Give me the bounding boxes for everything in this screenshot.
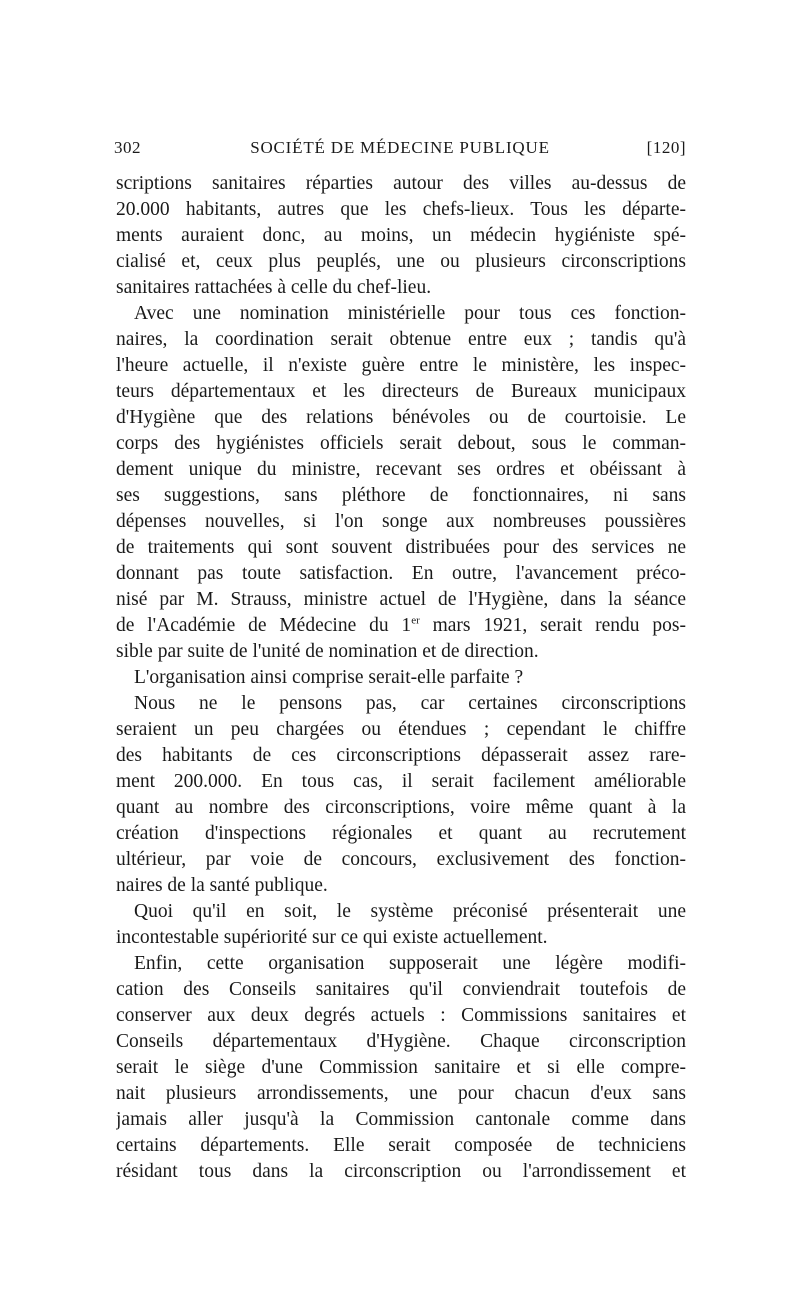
text-line: ultérieur, par voie de concours, exclusivement des fonction- <box>116 849 686 870</box>
text-line: cialisé et, ceux plus peuplés, une ou plusieurs circonscriptions <box>116 251 686 272</box>
text-line: Enfin, cette organisation supposerait une légère modifi- <box>134 953 686 974</box>
text-line <box>116 613 686 639</box>
bracket-reference: [120] <box>646 138 686 157</box>
text-line: naires, la coordination serait obtenue entre eux ; tandis qu'à <box>116 329 686 350</box>
text-line: des habitants de ces circonscriptions dépasserait assez rare- <box>116 745 686 766</box>
text-line: serait le siège d'une Commission sanitaire et si elle compre- <box>116 1057 686 1078</box>
text-line: teurs départementaux et les directeurs de Bureaux municipaux <box>116 381 686 402</box>
page-number: 302 <box>114 138 141 157</box>
text-line: l'heure actuelle, il n'existe guère entre le ministère, les inspec- <box>116 355 686 376</box>
text-line: dépenses nouvelles, si l'on songe aux nombreuses poussières <box>116 511 686 532</box>
text-line: incontestable supériorité sur ce qui existe actuellement. <box>116 927 548 948</box>
text-line: naires de la santé publique. <box>116 875 328 896</box>
text-line: Avec une nomination ministérielle pour tous ces fonction- <box>134 303 686 324</box>
text-line: ment 200.000. En tous cas, il serait facilement améliorable <box>116 771 686 792</box>
running-title: SOCIÉTÉ DE MÉDECINE PUBLIQUE <box>250 138 550 157</box>
superscript: er <box>411 614 420 627</box>
text-segment: mars 1921, serait rendu pos- <box>419 615 686 636</box>
text-line: ses suggestions, sans pléthore de fonctionnaires, ni sans <box>116 485 686 506</box>
text-line: cation des Conseils sanitaires qu'il conviendrait toutefois de <box>116 979 686 1000</box>
text-line: résidant tous dans la circonscription ou l'arrondissement et <box>116 1161 686 1182</box>
text-line: jamais aller jusqu'à la Commission cantonale comme dans <box>116 1109 686 1130</box>
text-line: quant au nombre des circonscriptions, voire même quant à la <box>116 797 686 818</box>
text-line: L'organisation ainsi comprise serait-elle parfaite ? <box>134 667 524 688</box>
text-segment: de l'Académie de Médecine du 1 <box>116 615 412 636</box>
text-line: nait plusieurs arrondissements, une pour chacun d'eux sans <box>116 1083 686 1104</box>
text-line: nisé par M. Strauss, ministre actuel de l'Hygiène, dans la séance <box>116 589 686 610</box>
running-header <box>114 138 686 162</box>
text-line: sible par suite de l'unité de nomination et de direction. <box>116 641 539 662</box>
text-line: Conseils départementaux d'Hygiène. Chaque circonscription <box>116 1031 686 1052</box>
text-line: Quoi qu'il en soit, le système préconisé présenterait une <box>134 901 686 922</box>
text-line: 20.000 habitants, autres que les chefs-lieux. Tous les départe- <box>116 199 686 220</box>
text-line: Nous ne le pensons pas, car certaines circonscriptions <box>134 693 686 714</box>
text-line: corps des hygiénistes officiels serait debout, sous le comman- <box>116 433 686 454</box>
text-line: dement unique du ministre, recevant ses ordres et obéissant à <box>116 459 686 480</box>
text-line: de traitements qui sont souvent distribuées pour des services ne <box>116 537 686 558</box>
text-line: seraient un peu chargées ou étendues ; cependant le chiffre <box>116 719 686 740</box>
text-line: création d'inspections régionales et quant au recrutement <box>116 823 686 844</box>
text-line: d'Hygiène que des relations bénévoles ou de courtoisie. Le <box>116 407 686 428</box>
text-line: certains départements. Elle serait composée de techniciens <box>116 1135 686 1156</box>
text-line: ments auraient donc, au moins, un médecin hygiéniste spé- <box>116 225 686 246</box>
text-line: conserver aux deux degrés actuels : Commissions sanitaires et <box>116 1005 686 1026</box>
text-line: donnant pas toute satisfaction. En outre, l'avancement préco- <box>116 563 686 584</box>
body-text <box>116 171 686 1185</box>
text-line: scriptions sanitaires réparties autour des villes au-dessus de <box>116 173 686 194</box>
text-line: sanitaires rattachées à celle du chef-lieu. <box>116 277 432 298</box>
